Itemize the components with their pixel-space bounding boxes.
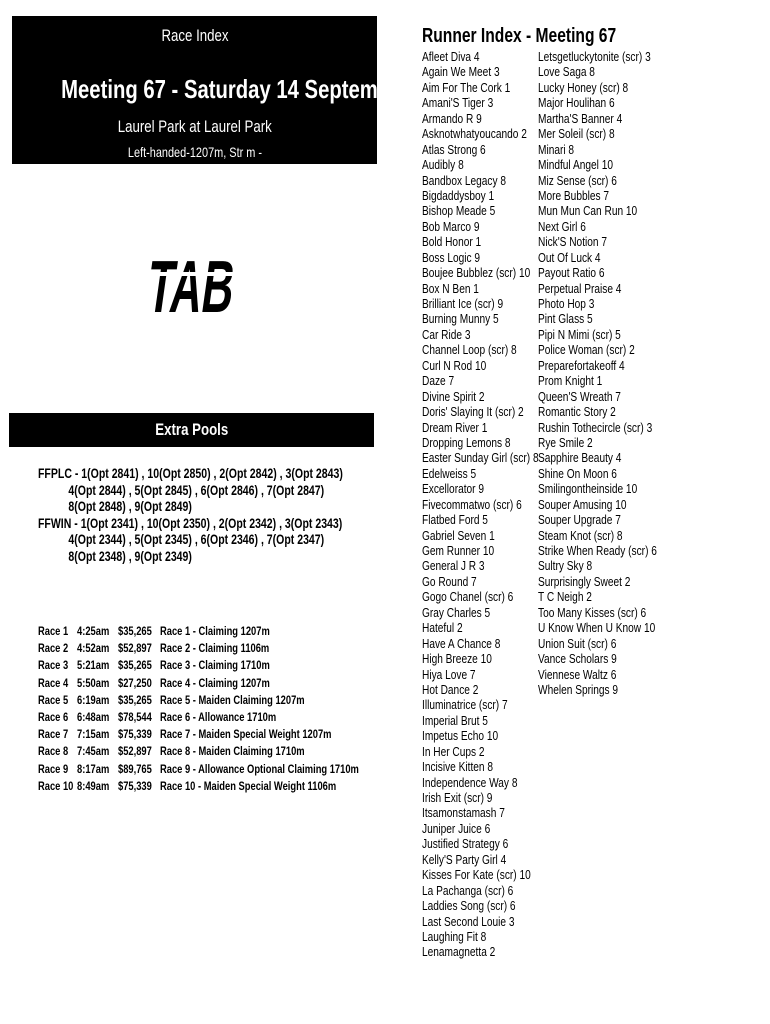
runner-entry: Bigdaddysboy 1 [422,187,495,203]
runner-entry: Daze 7 [422,373,455,389]
runner-entry: In Her Cups 2 [422,743,485,759]
race-purse: $52,897 [118,744,152,759]
runner-entry: Aim For The Cork 1 [422,79,511,95]
runner-entry: Viennese Waltz 6 [538,666,617,682]
runner-entry: Strike When Ready (scr) 6 [538,543,657,558]
runner-entry: U Know When U Know 10 [538,620,656,636]
runner-column-b [538,49,657,697]
runner-entry: Sapphire Beauty 4 [538,450,622,466]
race-index-title: Race Index [160,26,229,45]
race-desc: Race 2 - Claiming 1106m [160,641,270,656]
runner-entry: General J R 3 [422,558,485,574]
runner-entry: Bold Honor 1 [422,234,482,250]
race-race: Race 3 [38,658,69,673]
race-desc: Race 4 - Claiming 1207m [160,675,270,690]
runner-entry: Boujee Bubblez (scr) 10 [422,265,531,281]
runner-entry: Romantic Story 2 [538,404,616,420]
runner-entry: Letsgetluckytonite (scr) 3 [538,49,651,64]
runner-entry: Box N Ben 1 [422,280,479,296]
logo-text: TAB [142,245,301,328]
tab-logo [142,245,301,328]
runner-entry: Impetus Echo 10 [422,728,499,744]
runner-entry: Flatbed Ford 5 [422,512,488,528]
extra-pools-title: Extra Pools [155,420,228,439]
runner-entry: Kisses For Kate (scr) 10 [422,867,531,883]
race-purse: $35,265 [118,624,152,638]
runner-entry: Juniper Juice 6 [422,820,491,836]
race-row [38,641,418,658]
race-race: Race 1 [38,624,69,638]
runner-entry: Excellorator 9 [422,481,484,497]
race-purse: $89,765 [118,761,152,776]
runner-entry: Channel Loop (scr) 8 [422,342,517,358]
runner-entry: Independence Way 8 [422,774,518,790]
runner-entry: Minari 8 [538,141,575,157]
meeting-header [12,16,410,164]
runner-entry: Car Ride 3 [422,326,471,342]
pool-line: 8(Opt 2848) , 9(Opt 2849) [68,499,192,514]
race-purse: $78,544 [118,709,152,724]
runner-entry: Lenamagnetta 2 [422,944,496,960]
race-row [38,710,418,727]
race-purse: $52,897 [118,641,152,656]
runner-entry: Lucky Honey (scr) 8 [538,79,629,95]
runner-entry: Curl N Rod 10 [422,357,487,373]
race-time: 4:52am [77,641,110,656]
race-desc: Race 10 - Maiden Special Weight 1106m [160,778,337,793]
race-race: Race 4 [38,675,69,690]
runner-entry: Afleet Diva 4 [422,49,480,64]
runner-entry: Fivecommatwo (scr) 6 [422,496,522,512]
runner-entry: Dropping Lemons 8 [422,434,511,450]
runner-entry: Photo Hop 3 [538,296,595,311]
runner-entry: La Pachanga (scr) 6 [422,882,514,898]
runner-column-a [422,49,539,960]
race-time: 7:15am [77,727,110,742]
runner-entry: Vance Scholars 9 [538,651,617,667]
extra-pools-header [9,413,374,447]
race-race: Race 5 [38,692,69,707]
runner-entry: Boss Logic 9 [422,249,481,265]
runner-entry: Bishop Meade 5 [422,203,496,219]
race-desc: Race 6 - Allowance 1710m [160,709,277,724]
runner-entry: Armando R 9 [422,110,482,126]
runner-entry: Bandbox Legacy 8 [422,172,507,188]
race-row [38,744,418,761]
runner-entry: Perpetual Praise 4 [538,280,622,296]
race-time: 6:48am [77,709,110,724]
race-purse: $35,265 [118,692,152,707]
runner-entry: Justified Strategy 6 [422,836,509,852]
runner-entry: Have A Chance 8 [422,635,501,651]
race-time: 7:45am [77,744,110,759]
race-desc: Race 8 - Maiden Claiming 1710m [160,744,305,759]
runner-entry: Martha'S Banner 4 [538,110,623,126]
runner-entry: Amani'S Tiger 3 [422,95,494,111]
runner-entry: Whelen Springs 9 [538,681,619,697]
race-row [38,693,418,710]
runner-entry: Easter Sunday Girl (scr) 8 [422,450,539,466]
race-desc: Race 5 - Maiden Claiming 1207m [160,692,305,707]
runner-entry: Major Houlihan 6 [538,95,615,111]
runner-entry: Souper Upgrade 7 [538,512,621,528]
runner-entry: Gray Charles 5 [422,604,491,620]
race-time: 5:50am [77,675,110,690]
pool-line: 4(Opt 2844) , 5(Opt 2845) , 6(Opt 2846) , 7(Opt 2847) [68,482,325,498]
runner-entry: Kelly'S Party Girl 4 [422,851,507,867]
race-row [38,727,418,744]
runner-entry: Shine On Moon 6 [538,465,617,481]
race-row [38,624,418,641]
race-purse: $75,339 [118,778,152,793]
runner-entry: Pipi N Mimi (scr) 5 [538,326,621,342]
runner-entry: Again We Meet 3 [422,64,500,80]
race-schedule-table [38,624,418,796]
runner-entry: Dream River 1 [422,419,488,435]
meeting-title: Meeting 67 - Saturday 14 September [61,74,410,104]
extra-pools-list [38,466,343,565]
pool-line: FFPLC - 1(Opt 2841) , 10(Opt 2850) , 2(Opt 2842) , 3(Opt 2843) [38,466,343,481]
race-race: Race 8 [38,744,69,759]
race-desc: Race 1 - Claiming 1207m [160,624,270,638]
race-time: 5:21am [77,658,110,673]
runner-entry: Bob Marco 9 [422,218,480,234]
race-purse: $75,339 [118,727,152,742]
race-desc: Race 7 - Maiden Special Weight 1207m [160,727,332,742]
runner-entry: Imperial Brut 5 [422,712,488,728]
runner-entry: Nick'S Notion 7 [538,234,608,250]
runner-entry: Illuminatrice (scr) 7 [422,697,508,713]
race-time: 4:25am [77,624,110,638]
runner-entry: Next Girl 6 [538,218,586,234]
race-race: Race 7 [38,727,69,742]
runner-entry: More Bubbles 7 [538,187,610,203]
runner-entry: Atlas Strong 6 [422,141,486,157]
pool-line: FFWIN - 1(Opt 2341) , 10(Opt 2350) , 2(Opt 2342) , 3(Opt 2343) [38,515,343,531]
runner-entry: High Breeze 10 [422,651,492,667]
runner-entry: Queen'S Wreath 7 [538,388,621,404]
runner-entry: Payout Ratio 6 [538,265,605,281]
runner-entry: Too Many Kisses (scr) 6 [538,604,647,620]
race-row [38,779,418,796]
runner-entry: Souper Amusing 10 [538,496,627,512]
runner-index-title: Runner Index - Meeting 67 [422,25,617,47]
runner-entry: Doris' Slaying It (scr) 2 [422,404,524,420]
runner-entry: Audibly 8 [422,157,464,173]
runner-entry: Gem Runner 10 [422,543,495,558]
runner-entry: Divine Spirit 2 [422,388,485,404]
runner-entry: Hot Dance 2 [422,681,479,697]
runner-entry: Brilliant Ice (scr) 9 [422,296,504,311]
runner-entry: Go Round 7 [422,573,477,589]
race-time: 8:17am [77,761,110,776]
runner-entry: Miz Sense (scr) 6 [538,172,617,188]
runner-entry: Union Suit (scr) 6 [538,635,617,651]
pool-line: 8(Opt 2348) , 9(Opt 2349) [68,548,192,564]
race-time: 6:19am [77,692,110,707]
runner-entry: Last Second Louie 3 [422,913,515,929]
race-row [38,658,418,675]
runner-entry: Mun Mun Can Run 10 [538,203,638,219]
runner-entry: Rushin Tothecircle (scr) 3 [538,419,653,435]
runner-entry: Love Saga 8 [538,64,595,80]
race-desc: Race 9 - Allowance Optional Claiming 1710m [160,761,359,776]
runner-entry: Mer Soleil (scr) 8 [538,126,615,142]
runner-entry: Burning Munny 5 [422,311,499,327]
runner-entry: Sultry Sky 8 [538,558,593,574]
runner-entry: Preparefortakeoff 4 [538,357,625,373]
runner-entry: Surprisingly Sweet 2 [538,573,631,589]
race-race: Race 6 [38,709,69,724]
runner-entry: Rye Smile 2 [538,434,593,450]
runner-entry: Asknotwhatyoucando 2 [422,126,527,142]
runner-entry: Pint Glass 5 [538,311,593,327]
track-distance: Left-handed-1207m, Str m - [127,144,262,160]
runner-entry: T C Neigh 2 [538,589,592,605]
runner-entry: Laughing Fit 8 [422,928,487,944]
runner-entry: Gabriel Seven 1 [422,527,495,543]
pool-line: 4(Opt 2344) , 5(Opt 2345) , 6(Opt 2346) , 7(Opt 2347) [68,532,325,547]
runner-entry: Steam Knot (scr) 8 [538,527,623,543]
race-row [38,762,418,779]
race-desc: Race 3 - Claiming 1710m [160,658,270,673]
race-time: 8:49am [77,778,110,793]
runner-entry: Itsamonstamash 7 [422,805,505,821]
runner-entry: Out Of Luck 4 [538,249,601,265]
runner-entry: Smilingontheinside 10 [538,481,638,497]
runner-entry: Edelweiss 5 [422,465,477,481]
runner-entry: Gogo Chanel (scr) 6 [422,589,514,605]
runner-entry: Hateful 2 [422,620,463,636]
race-race: Race 2 [38,641,69,656]
runner-entry: Irish Exit (scr) 9 [422,790,493,805]
runner-entry: Police Woman (scr) 2 [538,342,635,358]
race-row [38,676,418,693]
race-race: Race 10 [38,778,74,793]
race-purse: $35,265 [118,658,152,673]
race-purse: $27,250 [118,675,152,690]
runner-entry: Prom Knight 1 [538,373,603,389]
track-name: Laurel Park at Laurel Park [117,117,272,136]
runner-entry: Mindful Angel 10 [538,157,613,173]
runner-entry: Incisive Kitten 8 [422,759,494,775]
race-race: Race 9 [38,761,69,776]
runner-entry: Laddies Song (scr) 6 [422,898,516,914]
runner-entry: Hiya Love 7 [422,666,476,682]
